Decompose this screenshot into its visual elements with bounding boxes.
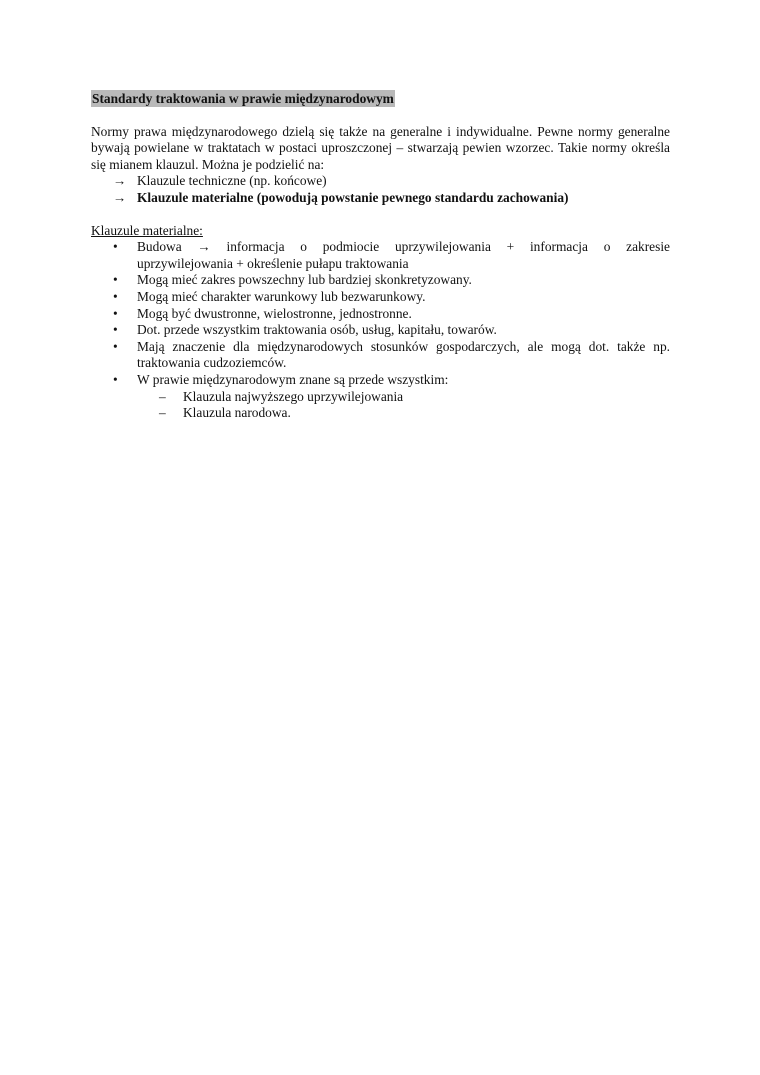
- dash-icon: –: [159, 388, 166, 404]
- list-item-text: Klauzule materialne (powodują powstanie pewnego standardu zachowania): [137, 189, 569, 205]
- list-item: [113, 190, 670, 207]
- document-body: [91, 90, 670, 422]
- list-item-text: Dot. przede wszystkim traktowania osób, usług, kapitału, towarów.: [137, 322, 497, 338]
- list-item-text: Budowa → informacja o podmiocie uprzywilejowania + informacja o zakresie: [137, 239, 670, 255]
- bullet-icon: •: [113, 322, 118, 338]
- arrow-icon: →: [113, 189, 127, 205]
- list-item-text: W prawie międzynarodowym znane są przede wszystkim:: [137, 371, 449, 387]
- list-item: [113, 339, 670, 372]
- list-item-text: Klauzula narodowa.: [183, 405, 291, 421]
- intro-paragraph: Normy prawa międzynarodowego dzielą się także na generalne i indywidualne. Pewne normy generalne bywają powielane w traktatach w postaci uproszczonej – stwarzają pewien wzorzec. Takie normy określa się mianem klauzul. Można je podzielić na:: [91, 123, 670, 172]
- list-item: [113, 372, 670, 422]
- clause-examples-list: [137, 389, 670, 422]
- dash-icon: –: [159, 405, 166, 421]
- list-item: [113, 239, 670, 272]
- list-item-text: Klauzule techniczne (np. końcowe): [137, 173, 327, 189]
- list-item: [113, 272, 670, 289]
- bullet-icon: •: [113, 338, 118, 354]
- list-item-text: Mogą mieć zakres powszechny lub bardziej skonkretyzowany.: [137, 272, 472, 288]
- arrow-icon: →: [113, 173, 127, 189]
- list-item: [113, 289, 670, 306]
- list-item-text: uprzywilejowania + określenie pułapu traktowania: [137, 255, 409, 271]
- list-item: [113, 322, 670, 339]
- bullet-icon: •: [113, 288, 118, 304]
- bullet-icon: •: [113, 239, 118, 255]
- section-heading: Klauzule materialne:: [91, 222, 203, 238]
- document-title: Standardy traktowania w prawie międzynarodowym: [92, 91, 394, 106]
- list-item: [113, 173, 670, 190]
- list-item-text: Mogą być dwustronne, wielostronne, jednostronne.: [137, 305, 412, 321]
- list-item: [113, 306, 670, 323]
- clause-types-list: [91, 173, 670, 206]
- list-item: [159, 389, 670, 406]
- bullet-icon: •: [113, 371, 118, 387]
- list-item-text: Mają znaczenie dla międzynarodowych stosunków gospodarczych, ale mogą dot. także np. traktowania cudzoziemców.: [137, 338, 670, 371]
- bullet-icon: •: [113, 272, 118, 288]
- list-item-text: Mogą mieć charakter warunkowy lub bezwarunkowy.: [137, 288, 426, 304]
- bullet-icon: •: [113, 305, 118, 321]
- list-item-text: Klauzula najwyższego uprzywilejowania: [183, 388, 404, 404]
- material-clauses-list: [91, 239, 670, 422]
- list-item: [159, 405, 670, 422]
